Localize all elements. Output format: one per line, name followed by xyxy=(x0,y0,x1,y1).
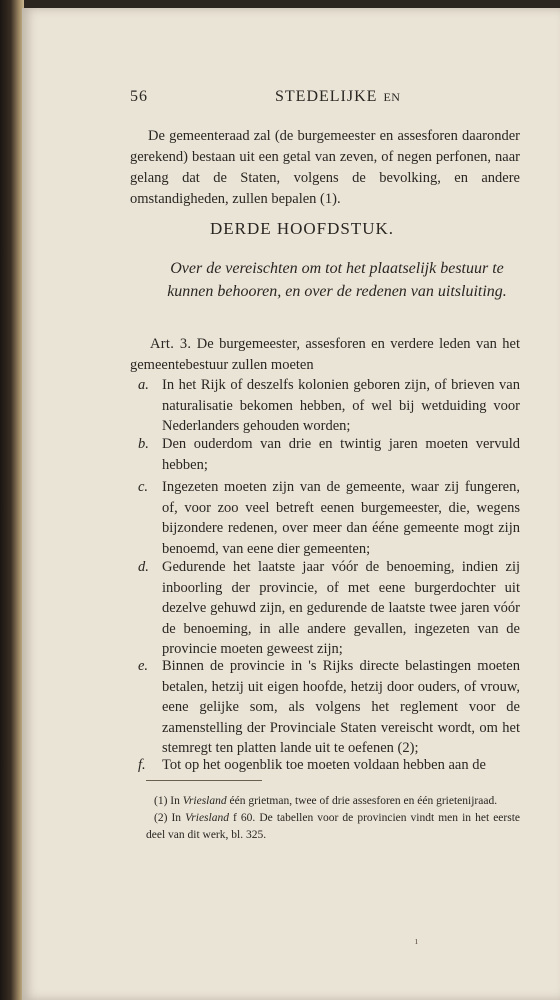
item-text: Binnen de provincie in 's Rijks directe belastingen moeten betalen, hetzij uit eigen hoofde, hetzij door ouders, of vrouw, eene gelijke som, als volgens het reglement voor de zamenstelling der Provinciale Staten vereischt wordt, om het stemregt ten platten lande uit te oefenen (2); xyxy=(162,658,520,756)
footnote-1 xyxy=(146,793,520,810)
article-item-a xyxy=(138,375,520,437)
article-text: De burgemeester, assesforen en verdere leden van het gemeentebestuur zullen moeten xyxy=(130,336,521,373)
item-letter: d. xyxy=(138,559,149,575)
running-head-suffix: EN xyxy=(383,90,401,104)
intro-paragraph: De gemeenteraad zal (de burgemeester en assesforen daaronder gerekend) bestaan uit een getal van zeven, of negen perfonen, naar gelang dat de Staten, volgens de bevolking, en andere omstandigheden, zullen bepalen (1). xyxy=(130,128,520,207)
footnote-mark: (2) In xyxy=(154,812,182,824)
page-header xyxy=(130,88,528,114)
page-number: 56 xyxy=(130,88,148,105)
article-label: Art. 3. xyxy=(150,336,192,352)
chapter-subtitle: Over de vereischten om tot het plaatselijk bestuur te kunnen behooren, en over de redenen van uitsluiting. xyxy=(167,260,507,300)
article-item-c xyxy=(138,477,520,559)
article-item-f xyxy=(138,755,520,776)
running-head xyxy=(275,88,400,106)
footnotes xyxy=(146,793,520,844)
item-letter: b. xyxy=(138,436,149,452)
item-text: Den ouderdom van drie en twintig jaren moeten vervuld hebben; xyxy=(162,436,520,473)
chapter-title: DERDE HOOFDSTUK. xyxy=(209,219,395,238)
footnote-text: f 60. De tabellen voor de provincien vindt men in het eerste deel van dit werk, bl. 325. xyxy=(146,812,521,841)
article-item-e xyxy=(138,656,520,759)
footnote-place: Vriesland xyxy=(182,795,227,807)
running-head-title: STEDELIJKE xyxy=(275,88,378,105)
item-text: Tot op het oogenblik toe moeten voldaan hebben aan de xyxy=(162,757,486,773)
item-letter: f. xyxy=(138,757,146,773)
item-text: Gedurende het laatste jaar vóór de benoeming, indien zij inboorling der provincie, of met eene burgerdochter uit dezelve gehuwd zijn, en gedurende de laatste twee jaren vóór de benoeming, in alle andere gevallen, ingezeten van de provincie moeten geweest zijn; xyxy=(162,559,520,657)
footnote-mark: (1) In xyxy=(154,795,180,807)
book-spine xyxy=(0,0,24,1000)
stray-mark: ı xyxy=(415,936,418,947)
item-letter: c. xyxy=(138,479,149,495)
footnote-divider xyxy=(146,780,262,781)
footnote-text: één grietman, twee of drie assesforen en één grietenijraad. xyxy=(229,795,498,807)
article-3-intro xyxy=(130,334,520,376)
footnote-place: Vriesland xyxy=(185,812,229,824)
article-item-d xyxy=(138,557,520,660)
item-text: Ingezeten moeten zijn van de gemeente, waar zij fungeren, of, voor zoo veel betreft eenen burgemeester, die, wegens bijzondere redenen, over meer dan ééne gemeente mogt zijn benoemd, van eene dier gemeenten; xyxy=(162,479,520,557)
article-item-b xyxy=(138,434,520,475)
footnote-2 xyxy=(146,810,520,844)
item-letter: a. xyxy=(138,377,149,393)
item-text: In het Rijk of deszelfs kolonien geboren zijn, of brieven van naturalisatie bekomen hebben, of wel bij wetduiding voor Nederlanders gehouden worden; xyxy=(162,377,520,434)
book-page xyxy=(22,8,560,1000)
item-letter: e. xyxy=(138,658,149,674)
